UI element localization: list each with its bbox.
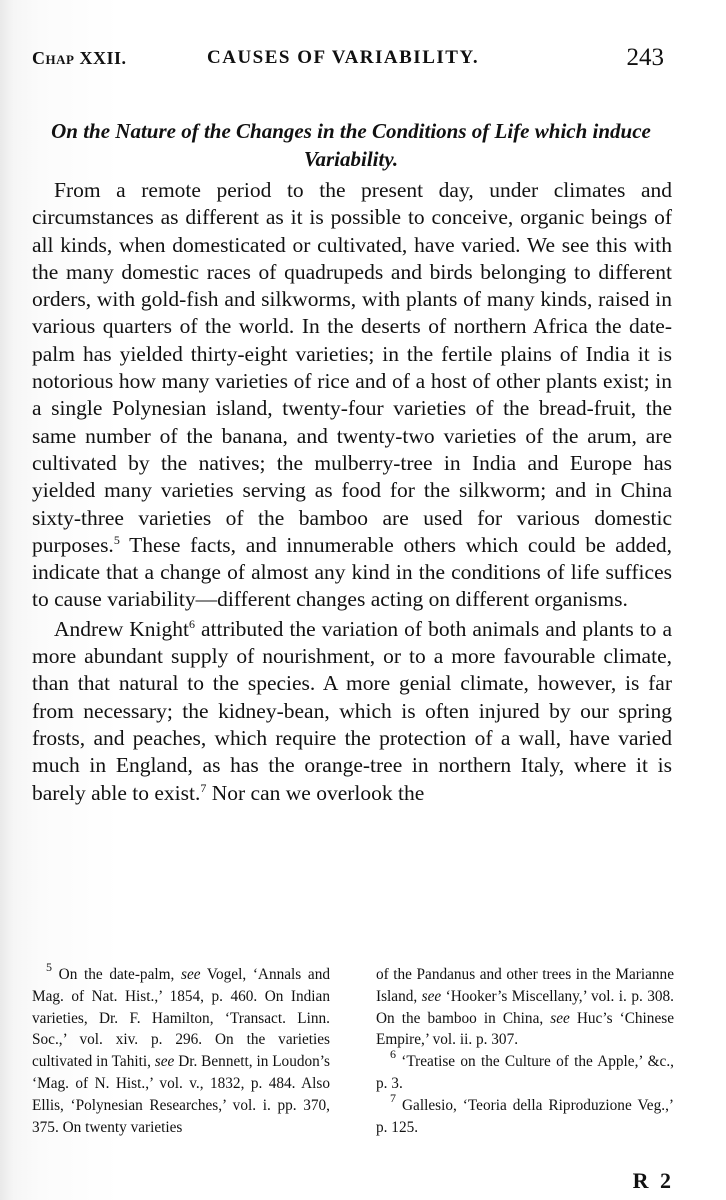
footnote-7-text: Gallesio, ‘Teoria della Riproduzione Veg.,’ p. 125. <box>376 1096 674 1136</box>
paragraph-2-text-c: Nor can we overlook the <box>206 780 425 805</box>
paragraph-2-text-a: Andrew Knight <box>54 616 190 641</box>
footnote-5-text-b: Vogel, ‘Annals and Mag. of Nat. Hist.,’ 1854, p. 460. On Indian varieties, Dr. F. Hamilton, ‘Transact. Linn. Soc.,’ vol. xiv. p. 296. On the varieties cultivated in Tahiti, <box>32 966 330 1071</box>
footnote-7 <box>376 1090 674 1139</box>
running-header <box>32 40 664 76</box>
footnotes <box>32 960 674 1138</box>
footnote-5 <box>32 960 330 1138</box>
footnote-7-marker: 7 <box>390 1090 396 1105</box>
footnote-6 <box>376 1047 674 1095</box>
footnote-5-see-4: see <box>550 1009 570 1027</box>
footnote-5-continued <box>376 964 674 1051</box>
paragraph-1-text-a: From a remote period to the present day, under climates and circumstances as different as it is possible to conceive, organic beings of all kinds, when domesticated or cultivated, have varied. We see this with the many domestic races of quadrupeds and birds belonging to different orders, with gold-fish and silkworms, with plants of many kinds, raised in various quarters of the world. In the deserts of northern Africa the date-palm has yielded thirty-eight varieties; in the fertile plains of India it is notorious how many varieties of rice and of a host of other plants exist; in a single Polynesian island, twenty-four varieties of the bread-fruit, the same number of the banana, and twenty-two varieties of the arum, are cultivated by the natives; the mulberry-tree in India and Europe has yielded many varieties serving as food for the silkworm; and in China sixty-three varieties of the bamboo are used for various domestic purposes. <box>32 178 672 557</box>
page-number: 243 <box>626 44 664 71</box>
footnote-6-marker: 6 <box>390 1047 396 1062</box>
footnotes-column-left <box>32 960 330 1138</box>
footnote-5-text-c2: of the Pandanus and other trees in the Marianne Island, <box>376 966 674 1005</box>
footnote-5-see-3: see <box>421 987 442 1005</box>
footnote-5-text-a: On the date-palm, <box>52 966 181 983</box>
chapter-label: Chap XXII. <box>32 48 127 68</box>
paragraph-2-text-b: attributed the variation of both animals and plants to a more abundant supply of nourishment, or to a more favourable climate, than that natural to the species. A more genial climate, however, is far from necessary; the kidney-bean, which is often injured by our spring frosts, and peaches, which require the protection of a wall, have varied much in England, as has the orange-tree in northern Italy, where it is barely able to exist. <box>32 616 672 805</box>
footnote-6-text: ‘Treatise on the Culture of the Apple,’ &c., p. 3. <box>376 1053 674 1092</box>
body-text <box>32 177 672 807</box>
section-heading: On the Nature of the Changes in the Conditions of Life which induce Variability. <box>51 119 651 171</box>
footnote-ref-7: 7 <box>200 780 207 795</box>
running-title: CAUSES OF VARIABILITY. <box>207 47 480 68</box>
footnote-5-marker: 5 <box>46 960 52 974</box>
footnote-5-text-d: ‘Hooker’s Miscellany,’ vol. i. p. 308. On the bamboo in China, <box>376 987 674 1027</box>
paragraph-2 <box>32 616 672 807</box>
footnote-5-text-c: Dr. Bennett, in Loudon’s ‘Mag. of N. Hist.,’ vol. v., 1832, p. 484. Also Ellis, ‘Polynesian Researches,’ vol. i. pp. 370, 375. On twenty varieties <box>32 1053 330 1136</box>
footnote-5-see-2: see <box>154 1053 175 1071</box>
footnotes-column-right <box>376 964 674 1138</box>
paragraph-1 <box>32 177 672 614</box>
footnote-5-text-e: Huc’s ‘Chinese Empire,’ vol. ii. p. 307. <box>376 1009 674 1049</box>
paragraph-1-text-b: These facts, and innumerable others which could be added, indicate that a change of almost any kind in the conditions of life suffices to cause variability—different changes acting on different organisms. <box>32 532 672 612</box>
footnote-ref-5: 5 <box>113 532 120 547</box>
footnote-5-see-1: see <box>181 966 201 983</box>
signature-mark: R 2 <box>632 1168 674 1193</box>
footnote-ref-6: 6 <box>189 616 196 631</box>
